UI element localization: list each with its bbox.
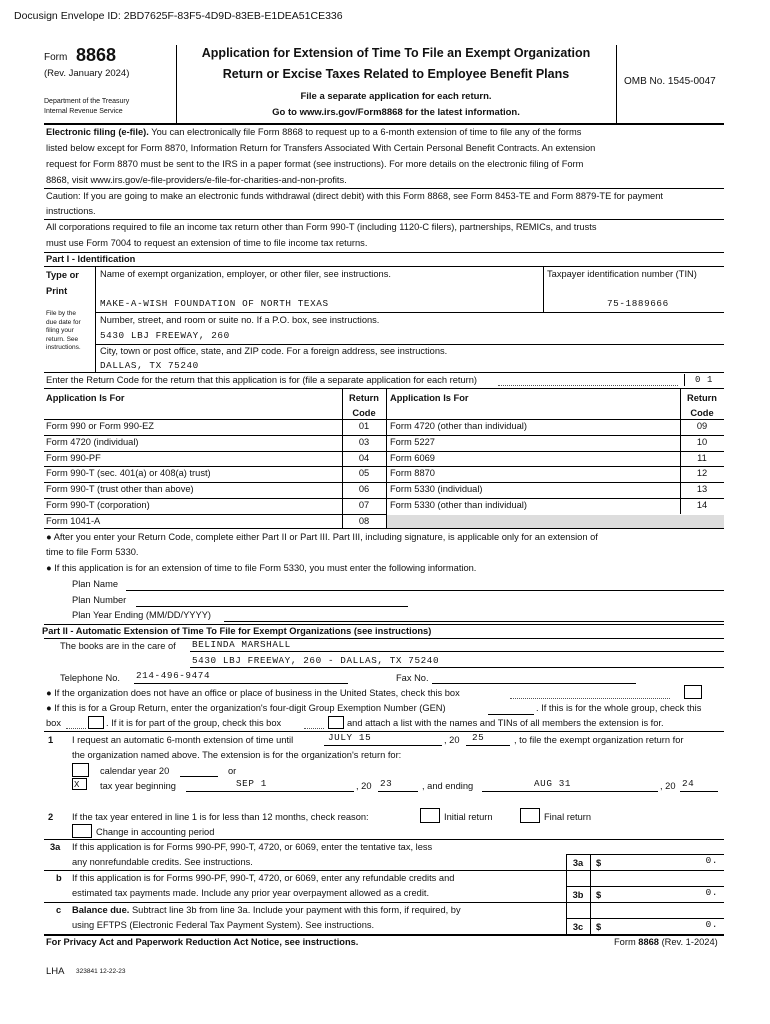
- table-row-form: Form 990-T (trust other than above): [46, 484, 194, 495]
- tin-value[interactable]: 75-1889666: [607, 298, 669, 309]
- table-row-code: 04: [358, 452, 370, 463]
- table-row-code: 05: [358, 468, 370, 479]
- table-row-form: Form 990-T (corporation): [46, 500, 150, 510]
- or-label: or: [228, 766, 237, 776]
- corp-text-2: must use Form 7004 to request an extension of time to file income tax returns.: [46, 238, 368, 248]
- plan-name-label: Plan Name: [72, 579, 118, 589]
- table-row-form: Form 5330 (individual): [390, 484, 483, 495]
- city-value[interactable]: DALLAS, TX 75240: [100, 360, 199, 371]
- calendar-year-input[interactable]: [180, 776, 218, 777]
- line1-text-2: the organization named above. The extension is for the organization's return for:: [72, 750, 402, 760]
- tax-end-year-prefix: , 20: [660, 781, 676, 791]
- table-row-form: Form 8870: [390, 468, 435, 479]
- line3a-text-1: If this application is for Forms 990-PF, 990-T, 4720, or 6069, enter the tentative tax, less: [72, 842, 433, 852]
- omb-number: OMB No. 1545-0047: [624, 76, 716, 87]
- line3c-number: c: [56, 905, 62, 915]
- part1-heading: Part I - Identification: [46, 254, 136, 264]
- col-app-left: Application Is For: [46, 393, 125, 403]
- line2-text: If the tax year entered in line 1 is for less than 12 months, check reason:: [72, 812, 369, 822]
- footer-revision: (Rev. 1-2024): [661, 937, 718, 947]
- calendar-year-label: calendar year 20: [100, 766, 170, 776]
- service: Internal Revenue Service: [44, 108, 123, 115]
- extension-year-prefix: , 20: [444, 735, 460, 745]
- col-return-right: Return: [687, 393, 717, 403]
- table-row-code: 08: [358, 515, 370, 526]
- final-return-label: Final return: [544, 812, 592, 822]
- dollar-sign: $: [596, 890, 602, 900]
- return-code-label: Enter the Return Code for the return that this application is for (file a separate application for each return): [46, 375, 477, 385]
- col-code-left: Code: [352, 408, 376, 418]
- table-row-form: Form 990-PF: [46, 452, 101, 463]
- envelope-id: Docusign Envelope ID: 2BD7625F-83F5-4D9D-83EB-E1DEA51CE336: [14, 10, 343, 22]
- line3b-ref: 3b: [572, 890, 584, 900]
- tax-begin-year-prefix: , 20: [356, 781, 372, 791]
- table-row-form: Form 4720 (individual): [46, 436, 139, 447]
- final-return-checkbox[interactable]: [520, 808, 540, 823]
- form-number: 8868: [76, 45, 117, 65]
- gen-input[interactable]: [488, 714, 534, 715]
- street-label: Number, street, and room or suite no. If a P.O. box, see instructions.: [100, 315, 380, 325]
- extension-year[interactable]: 25: [472, 732, 485, 743]
- plan-year-input[interactable]: [224, 621, 724, 622]
- subtitle-url: Go to www.irs.gov/Form8868 for the latest information.: [272, 107, 520, 118]
- telephone-value[interactable]: 214-496-9474: [136, 670, 211, 681]
- tax-begin-date[interactable]: SEP 1: [236, 778, 267, 789]
- group-text-1: If this is for a Group Return, enter the organization's four-digit Group Exemption Number (GEN): [54, 703, 446, 713]
- table-row-code: 06: [358, 484, 370, 495]
- col-code-right: Code: [690, 408, 714, 418]
- type-or-label: Type or: [46, 270, 79, 280]
- tax-end-year[interactable]: 24: [682, 778, 695, 789]
- table-row-divider: [386, 466, 724, 467]
- efile-text-4: 8868, visit www.irs.gov/e-file-providers/e-file-for-charities-and-non-profits.: [46, 175, 347, 185]
- table-row-code: 01: [358, 421, 370, 431]
- footer-form-label: Form: [614, 937, 636, 947]
- print-label: Print: [46, 286, 68, 296]
- col-return-left: Return: [349, 393, 379, 403]
- org-name-value[interactable]: MAKE-A-WISH FOUNDATION OF NORTH TEXAS: [100, 298, 329, 309]
- form-label: Form: [44, 52, 68, 63]
- bullet-icon: ●: [46, 688, 55, 698]
- table-row-form: Form 4720 (other than individual): [390, 421, 527, 431]
- bullet-2-text: If this application is for an extension of time to file Form 5330, you must enter the following information.: [54, 563, 477, 573]
- table-row-form: Form 990 or Form 990-EZ: [46, 421, 154, 431]
- telephone-label: Telephone No.: [60, 673, 120, 683]
- bullet-1-text-1: After you enter your Return Code, complete either Part II or Part III. Part III, including signature, is applicable only for an extension of: [53, 532, 598, 542]
- no-office-checkbox[interactable]: [684, 685, 702, 699]
- line3c-text-2: using EFTPS (Electronic Federal Tax Payment System). See instructions.: [72, 920, 375, 930]
- dollar-sign: $: [596, 922, 602, 932]
- return-code-input[interactable]: 0 1: [684, 374, 723, 386]
- bullet-icon: ●: [46, 703, 55, 713]
- books-care-address[interactable]: 5430 LBJ FREEWAY, 260 - DALLAS, TX 75240: [192, 655, 440, 666]
- table-row-code: 11: [697, 452, 707, 463]
- line1-number: 1: [48, 735, 54, 745]
- privacy-notice: For Privacy Act and Paperwork Reduction Act Notice, see instructions.: [46, 937, 359, 947]
- whole-group-checkbox[interactable]: [88, 716, 104, 729]
- line3c-ref: 3c: [572, 922, 584, 932]
- line3b-number: b: [56, 873, 62, 883]
- balance-due-label: Balance due.: [72, 905, 130, 915]
- tax-year-label: tax year beginning: [100, 781, 176, 791]
- line3c-text-1: Subtract line 3b from line 3a. Include your payment with this form, if required, by: [131, 905, 461, 915]
- plan-year-label: Plan Year Ending (MM/DD/YYYY): [72, 610, 211, 620]
- subtitle-separate: File a separate application for each return.: [300, 91, 492, 102]
- amount-3a[interactable]: 0.: [705, 855, 718, 866]
- efile-text-2: listed below except for Form 8870, Information Return for Transfers Associated With Certain Personal Benefit Contracts. An extension: [46, 143, 596, 153]
- extension-date[interactable]: JULY 15: [328, 732, 372, 743]
- efile-text-1: You can electronically file Form 8868 to request up to a 6-month extension of time to file any of the forms: [151, 127, 582, 137]
- tin-label: Taxpayer identification number (TIN): [547, 269, 697, 279]
- table-row-code: 07: [358, 500, 370, 510]
- accounting-change-label: Change in accounting period: [96, 827, 215, 837]
- group-text-1b: . If this is for the whole group, check this: [536, 703, 702, 713]
- table-row-form: Form 5330 (other than individual): [390, 500, 527, 510]
- books-care-name[interactable]: BELINDA MARSHALL: [192, 639, 291, 650]
- footer-code: 323841 12-22-23: [76, 968, 126, 975]
- fax-label: Fax No.: [396, 673, 429, 683]
- line3a-ref: 3a: [572, 858, 584, 868]
- group-text-2b: and attach a list with the names and TINs of all members the extension is for.: [347, 718, 664, 728]
- line3b-text-2: estimated tax payments made. Include any prior year overpayment allowed as a credit.: [72, 888, 430, 898]
- line1-text: I request an automatic 6-month extension of time until: [72, 735, 294, 745]
- table-row-code: 10: [696, 436, 708, 447]
- line3a-number: 3a: [50, 842, 61, 852]
- table-row-code: 09: [696, 421, 708, 431]
- org-name-label: Name of exempt organization, employer, or other filer, see instructions.: [100, 269, 391, 279]
- table-row-divider: [386, 451, 724, 452]
- accounting-change-checkbox[interactable]: [72, 824, 92, 838]
- table-row-form: Form 5227: [390, 436, 435, 447]
- calendar-year-checkbox[interactable]: [72, 763, 89, 777]
- street-value[interactable]: 5430 LBJ FREEWAY, 260: [100, 330, 230, 341]
- bullet-1-text-2: time to file Form 5330.: [46, 547, 139, 557]
- line3b-text-1: If this application is for Forms 990-PF, 990-T, 4720, or 6069, enter any refundable credits and: [72, 873, 455, 883]
- caution-text-2: instructions.: [46, 206, 96, 216]
- corp-text-1: All corporations required to file an income tax return other than Form 990-T (including 1120-C filers), partnerships, REMICs, and trusts: [46, 222, 597, 232]
- initial-return-checkbox[interactable]: [420, 808, 440, 823]
- line2-number: 2: [48, 812, 54, 822]
- tax-end-date[interactable]: AUG 31: [534, 778, 572, 789]
- table-row-code: 14: [696, 500, 708, 510]
- amount-3c[interactable]: 0.: [705, 919, 718, 930]
- dollar-sign: $: [596, 858, 602, 868]
- books-care-label: The books are in the care of: [60, 641, 176, 651]
- group-text-2: . If it is for part of the group, check this box: [106, 718, 282, 728]
- form-revision: (Rev. January 2024): [44, 68, 130, 79]
- no-office-text: If the organization does not have an office or place of business in the United States, check this box: [54, 688, 460, 698]
- tax-end-label: , and ending: [422, 781, 474, 791]
- footer-form-number: 8868: [638, 937, 659, 947]
- department: Department of the Treasury: [44, 98, 130, 105]
- efile-label: Electronic filing (e-file).: [46, 127, 149, 137]
- table-row-form: Form 6069: [390, 452, 435, 463]
- efile-text-3: request for Form 8870 must be sent to the IRS in a paper format (see instructions). For more details on the electronic filing of Form: [46, 159, 584, 169]
- plan-number-input[interactable]: [136, 606, 408, 607]
- caution-text-1: Caution: If you are going to make an electronic funds withdrawal (direct debit) with this Form 8868, see Form 8453-TE and Form 8879-TE for payment: [46, 191, 663, 201]
- col-app-right: Application Is For: [390, 393, 469, 403]
- city-label: City, town or post office, state, and ZIP code. For a foreign address, see instructions.: [100, 346, 448, 356]
- lha-label: LHA: [46, 966, 65, 977]
- fax-input[interactable]: [432, 683, 636, 684]
- table-row-form: Form 1041-A: [46, 515, 101, 526]
- table-row-code: 03: [358, 436, 370, 447]
- form-title-line1: Application for Extension of Time To File an Exempt Organization: [201, 46, 591, 60]
- part-group-checkbox[interactable]: [328, 716, 344, 729]
- tax-begin-year[interactable]: 23: [380, 778, 393, 789]
- plan-name-input[interactable]: [126, 590, 724, 591]
- table-row-code: 12: [696, 468, 708, 479]
- side-note: File by the due date for filing your return. See instructions.: [46, 310, 81, 351]
- form-title-line2: Return or Excise Taxes Related to Employee Benefit Plans: [222, 67, 570, 81]
- line3a-text-2: any nonrefundable credits. See instructions.: [72, 857, 253, 867]
- table-row-form: Form 990-T (sec. 401(a) or 408(a) trust): [46, 468, 211, 479]
- table-row-divider: [386, 435, 724, 436]
- group-box-label: box: [46, 718, 61, 728]
- bullet-icon: ●: [46, 563, 55, 573]
- tax-year-checkbox[interactable]: X: [72, 778, 87, 790]
- initial-return-label: Initial return: [444, 812, 493, 822]
- amount-3b[interactable]: 0.: [705, 887, 718, 898]
- table-row-code: 13: [696, 484, 708, 495]
- bullet-icon: ●: [46, 532, 54, 542]
- plan-number-label: Plan Number: [72, 595, 127, 605]
- line1-rest: , to file the exempt organization return for: [514, 735, 684, 745]
- part2-heading: Part II - Automatic Extension of Time To File for Exempt Organizations (see instructions): [42, 626, 432, 636]
